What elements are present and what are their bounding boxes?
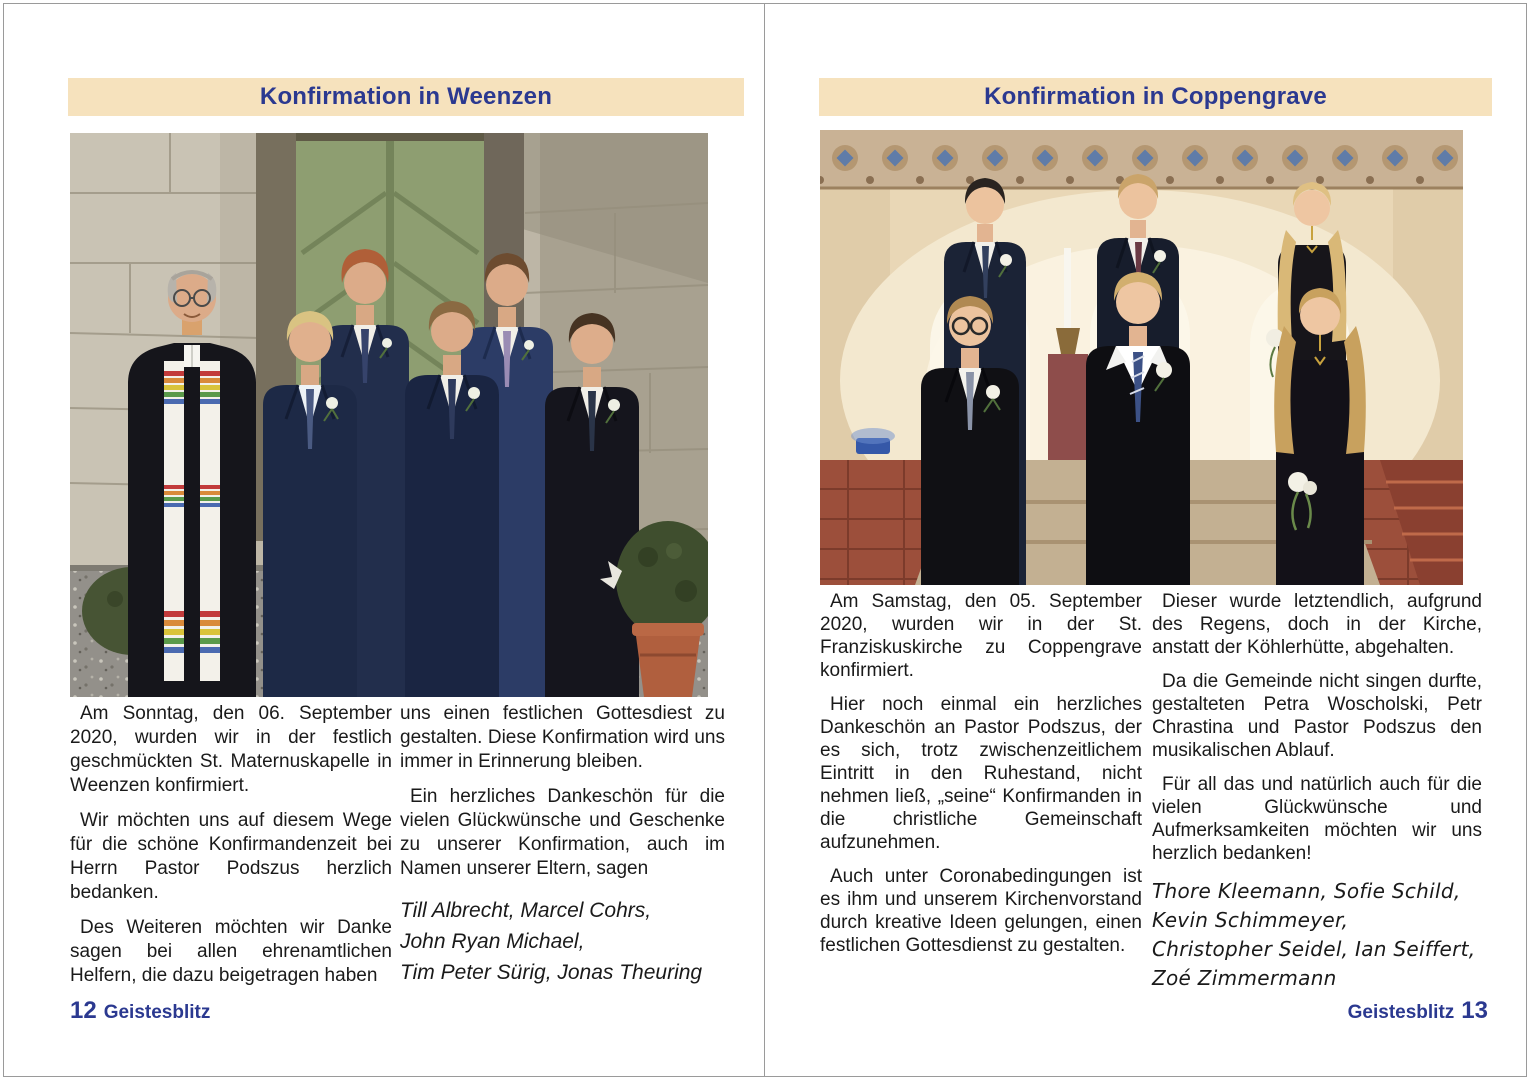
- confirmand-front-girl: [1274, 288, 1366, 585]
- names-line: Till Albrecht, Marcel Cohrs,: [400, 899, 652, 922]
- weenzen-photo-illustration: [70, 133, 708, 697]
- left-page-column-1: [70, 702, 392, 999]
- right-title-banner: [819, 78, 1492, 116]
- paragraph: Ein herzliches Dankeschön für die vielen Glückwünsche und Geschenke zu unserer Konfirmation, auch im Namen unserer Eltern, sagen: [400, 786, 725, 879]
- paragraph: Des Weiteren möchten wir Danke sagen bei allen ehrenamtlichen Helfern, die dazu beigetragen haben: [70, 917, 392, 986]
- left-page-footer: [70, 997, 210, 1025]
- paragraph: Für all das und natürlich auch für die vielen Glückwünsche und Aufmerksamkeiten möchten wir uns herzlich bedanken!: [1152, 774, 1482, 864]
- right-page-footer: [1348, 997, 1488, 1025]
- paragraph: Da die Gemeinde nicht singen durfte, gestalteten Petra Woscholski, Petr Chrastina und Pastor Podszus den musikalischen Ablauf.: [1152, 671, 1482, 761]
- names-line: Kevin Schimmeyer,: [1152, 908, 1349, 932]
- coppengrave-confirmand-names: [1152, 877, 1482, 993]
- page-number: 12: [70, 997, 97, 1024]
- names-line: Christopher Seidel, Ian Seiffert,: [1152, 937, 1476, 961]
- names-line: John Ryan Michael,: [400, 930, 585, 953]
- names-line: Tim Peter Sürig, Jonas Theuring: [400, 961, 703, 984]
- right-page-column-2: [1152, 590, 1482, 993]
- paragraph: Am Samstag, den 05. September 2020, wurden wir in der St. Franziskuskirche zu Coppengrave konfirmiert.: [820, 591, 1142, 681]
- weenzen-confirmand-names: [400, 895, 725, 988]
- right-page-title: Konfirmation in Coppengrave: [984, 83, 1327, 110]
- magazine-name: Geistesblitz: [103, 1002, 211, 1023]
- coppengrave-group-photo: [820, 130, 1463, 585]
- names-line: Zoé Zimmermann: [1152, 966, 1337, 990]
- magazine-name: Geistesblitz: [1347, 1002, 1455, 1023]
- paragraph: Hier noch einmal ein herzliches Dankeschön an Pastor Podszus, der es sich, trotz zwischenzeitlichem Eintritt in den Ruhestand, nicht nehmen ließ, „seine“ Konfirmanden in die christliche Gemeinschaft aufzunehmen.: [820, 694, 1142, 853]
- names-line: Thore Kleemann, Sofie Schild,: [1152, 879, 1461, 903]
- paragraph: Dieser wurde letztendlich, aufgrund des Regens, doch in der Kirche, anstatt der Köhlerhütte, abgehalten.: [1152, 591, 1482, 658]
- paragraph: Am Sonntag, den 06. September 2020, wurden wir in der festlich geschmückten St. Maternuskapelle in Weenzen konfirmiert.: [70, 703, 392, 796]
- paragraph: uns einen festlichen Gottesdiest zu gestalten. Diese Konfirmation wird uns immer in Erinnerung bleiben.: [400, 703, 725, 772]
- left-title-banner: [68, 78, 744, 116]
- right-page-column-1: [820, 590, 1142, 968]
- paragraph: Wir möchten uns auf diesem Wege für die schöne Konfirmandenzeit bei Herrn Pastor Podszus herzlich bedanken.: [70, 810, 392, 903]
- page-divider: [764, 4, 765, 1076]
- paragraph: Auch unter Coronabedingungen ist es ihm und unserem Kirchenvorstand durch kreative Ideen gelungen, einen festlichen Gottesdienst zu gestalten.: [820, 866, 1142, 956]
- coppengrave-photo-illustration: [820, 130, 1463, 585]
- weenzen-group-photo: [70, 133, 708, 697]
- left-page-column-2: [400, 702, 725, 988]
- page-number: 13: [1461, 997, 1488, 1024]
- left-page-title: Konfirmation in Weenzen: [259, 83, 553, 110]
